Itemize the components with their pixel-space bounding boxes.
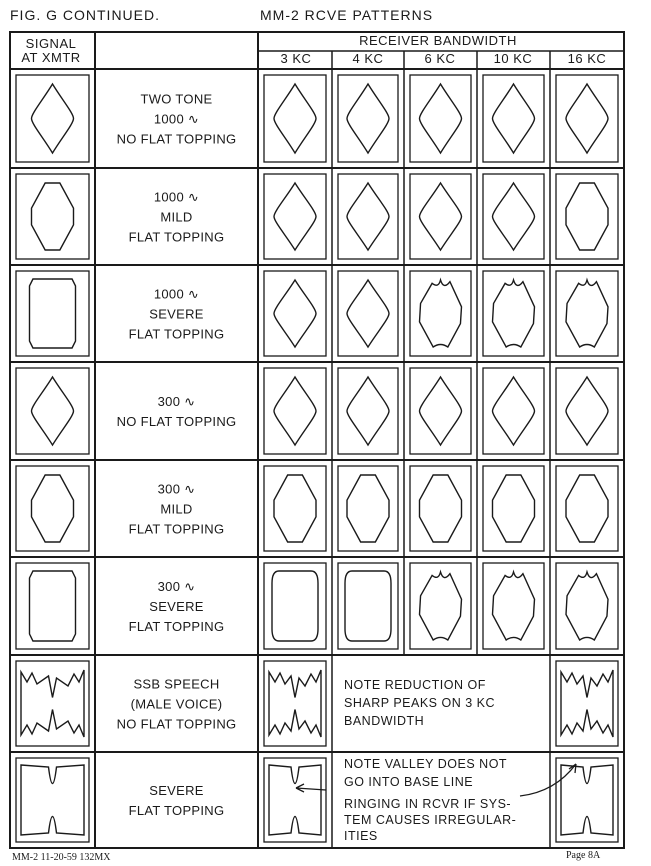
row-7-note-line-3: BANDWIDTH [344,714,425,728]
row-2-pattern-1-trace [274,183,316,250]
ringing-arrow [520,764,576,796]
row-8-xmtr-pattern [16,758,89,842]
row-8-note2-line-1: RINGING IN RCVR IF SYS- [344,797,512,811]
row-3-description-line-1: 1000 ∿ [153,286,200,302]
row-2-pattern-5 [556,174,618,259]
receiver-bandwidth-header: RECEIVER BANDWIDTH [359,33,517,48]
row-7-note-line-2: SHARP PEAKS ON 3 KC [344,696,495,710]
row-5-pattern-5 [556,466,618,551]
row-4-xmtr-pattern [16,368,89,454]
row-7-description-line-1: SSB SPEECH [133,676,220,692]
row-4-pattern-5-trace [566,377,608,445]
row-1-pattern-3 [410,75,471,162]
row-5-xmtr-pattern-frame [16,466,89,551]
row-8-pattern-5 [556,758,618,842]
row-2-description-line-1: 1000 ∿ [153,189,200,205]
row-5-pattern-3-trace [420,475,462,542]
row-1-pattern-2 [338,75,398,162]
row-2-pattern-3-trace [420,183,462,250]
row-3-pattern-3-frame [410,271,471,356]
signal-header-line-1: SIGNAL [25,36,77,51]
row-7-pattern-1-frame [264,661,326,746]
row-4-pattern-5 [556,368,618,454]
row-5-description-line-2: MILD [160,501,193,517]
row-3-pattern-5 [556,271,618,356]
row-6-pattern-3 [410,563,471,649]
row-6-pattern-2-frame [338,563,398,649]
row-1-pattern-1-trace [274,84,316,153]
bandwidth-col-4kc: 4 KC [352,51,384,66]
row-2-pattern-2 [338,174,398,259]
footer-doc-id: MM-2 11-20-59 132MX [12,852,111,863]
row-7-pattern-1-trace [269,670,321,737]
row-7-xmtr-pattern-trace [21,670,84,737]
row-6-description-line-3: FLAT TOPPING [128,619,225,634]
row-5-pattern-1 [264,466,326,551]
row-5-pattern-2-trace [347,475,389,542]
row-5-pattern-4 [483,466,544,551]
row-5-pattern-5-trace [566,475,608,542]
row-1-pattern-2-trace [347,84,389,153]
row-6-xmtr-pattern-trace [30,571,76,641]
row-6-xmtr-pattern [16,563,89,649]
row-1-description-line-1: TWO TONE [140,91,213,107]
row-5-pattern-3 [410,466,471,551]
row-1-xmtr-pattern [16,75,89,162]
row-6-description-line-1: 300 ∿ [157,579,196,594]
row-4-pattern-3 [410,368,471,454]
row-3-pattern-4-frame [483,271,544,356]
row-2-xmtr-pattern-frame [16,174,89,259]
row-7-pattern-1 [264,661,326,746]
row-8-pattern-5-frame [556,758,618,842]
row-6-pattern-1 [264,563,326,649]
row-7-description-line-2: (MALE VOICE) [130,696,223,712]
row-7-pattern-5-frame [556,661,618,746]
page-title: MM-2 RCVE PATTERNS [260,7,434,23]
row-3-pattern-5-frame [556,271,618,356]
row-3-pattern-4-trace [493,280,535,347]
row-6-pattern-4-frame [483,563,544,649]
row-8-note-line-1: NOTE VALLEY DOES NOT [344,757,508,771]
row-2-pattern-1 [264,174,326,259]
row-1-pattern-5-trace [566,84,608,153]
row-2-pattern-4-trace [493,183,535,250]
row-5-description-line-1: 300 ∿ [157,481,196,497]
row-3-pattern-3-trace [420,280,462,347]
row-3-description-line-2: SEVERE [149,306,204,322]
row-3-pattern-3 [410,271,471,356]
row-2-description-line-2: MILD [160,209,193,225]
row-6-pattern-1-trace [272,571,318,641]
row-3-xmtr-pattern-trace [30,279,76,348]
row-1-pattern-1 [264,75,326,162]
row-6-pattern-4 [483,563,544,649]
row-2-xmtr-pattern-trace [32,183,74,250]
row-1-pattern-4 [483,75,544,162]
row-4-pattern-4-trace [493,377,535,445]
row-4-pattern-4 [483,368,544,454]
row-8-note2-line-3: ITIES [344,829,378,843]
row-2-xmtr-pattern [16,174,89,259]
row-1-pattern-3-trace [420,84,462,153]
row-1-pattern-5 [556,75,618,162]
row-8-note-line-2: GO INTO BASE LINE [344,775,474,789]
row-6-pattern-4-trace [493,572,535,640]
row-3-pattern-4 [483,271,544,356]
bandwidth-col-16kc: 16 KC [567,51,607,66]
row-8-description-line-1: SEVERE [149,783,204,798]
row-3-pattern-2-trace [347,280,389,347]
row-7-xmtr-pattern-frame [16,661,89,746]
table-header [21,33,606,66]
row-6-pattern-5-trace [566,572,608,640]
row-7-xmtr-pattern [16,661,89,746]
row-5-pattern-2 [338,466,398,551]
row-2-pattern-2-trace [347,183,389,250]
row-8-pattern-1-frame [264,758,326,842]
row-8-description-line-2: FLAT TOPPING [128,803,225,818]
row-8-xmtr-pattern-frame [16,758,89,842]
row-5-pattern-1-trace [274,475,316,542]
row-1-xmtr-pattern-frame [16,75,89,162]
row-7-pattern-5 [556,661,618,746]
row-3-pattern-1 [264,271,326,356]
row-2-pattern-5-trace [566,183,608,250]
row-3-xmtr-pattern [16,271,89,356]
row-1-description-line-3: NO FLAT TOPPING [116,131,237,147]
row-2-pattern-3 [410,174,471,259]
row-3-pattern-2 [338,271,398,356]
row-8-pattern-5-trace [561,765,613,835]
row-3-xmtr-pattern-frame [16,271,89,356]
footer-page-number: Page 8A [566,850,601,861]
row-2-description-line-3: FLAT TOPPING [128,229,225,245]
row-2-pattern-4 [483,174,544,259]
row-6-description-line-2: SEVERE [149,599,204,614]
row-4-xmtr-pattern-trace [32,377,74,445]
row-8-pattern-1-trace [269,765,321,835]
row-5-pattern-4-trace [493,475,535,542]
row-6-xmtr-pattern-frame [16,563,89,649]
row-6-pattern-5 [556,563,618,649]
row-4-pattern-2-trace [347,377,389,445]
figure-label: FIG. G CONTINUED. [10,7,160,23]
bandwidth-col-3kc: 3 KC [280,51,312,66]
row-4-description-line-1: 300 ∿ [157,394,196,409]
bandwidth-col-6kc: 6 KC [424,51,456,66]
row-7-description-line-3: NO FLAT TOPPING [116,716,237,732]
row-5-xmtr-pattern [16,466,89,551]
row-7-pattern-5-trace [561,670,613,737]
row-6-pattern-2 [338,563,398,649]
row-4-xmtr-pattern-frame [16,368,89,454]
row-6-pattern-5-frame [556,563,618,649]
row-1-xmtr-pattern-trace [32,84,74,153]
row-8-note2-line-2: TEM CAUSES IRREGULAR- [344,813,517,827]
row-7-note-line-1: NOTE REDUCTION OF [344,678,486,692]
row-4-description-line-2: NO FLAT TOPPING [116,414,237,429]
row-1-description-line-2: 1000 ∿ [153,111,200,127]
row-6-pattern-3-frame [410,563,471,649]
row-4-pattern-3-trace [420,377,462,445]
row-4-pattern-2 [338,368,398,454]
row-4-pattern-1-trace [274,377,316,445]
row-4-pattern-1 [264,368,326,454]
row-5-xmtr-pattern-trace [32,475,74,542]
row-1-pattern-4-trace [493,84,535,153]
row-3-description-line-3: FLAT TOPPING [128,326,225,342]
signal-header-line-2: AT XMTR [21,50,81,65]
row-3-pattern-5-trace [566,280,608,347]
bandwidth-col-10kc: 10 KC [493,51,533,66]
row-8-pattern-1 [264,758,326,842]
row-8-xmtr-pattern-trace [21,765,84,835]
row-5-description-line-3: FLAT TOPPING [128,521,225,537]
row-3-pattern-1-trace [274,280,316,347]
row-6-pattern-2-trace [345,571,391,641]
row-6-pattern-3-trace [420,572,462,640]
